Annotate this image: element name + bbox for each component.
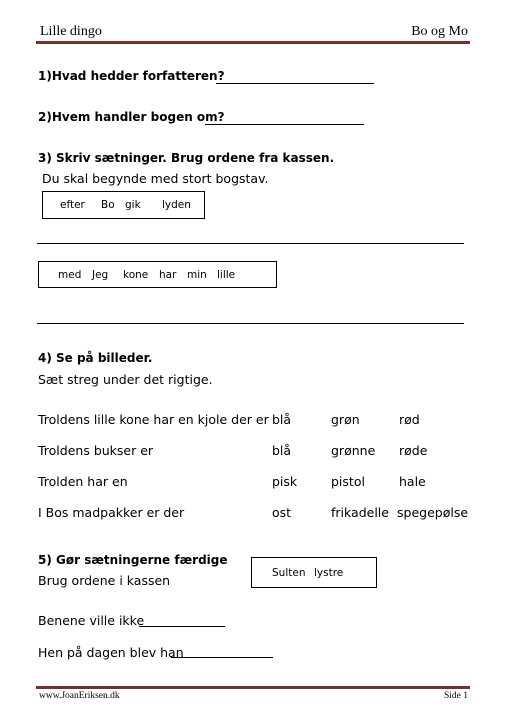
row-4-option[interactable]: ost <box>272 505 292 520</box>
row-2-option[interactable]: grønne <box>331 443 376 458</box>
sentence-2-answer-line[interactable] <box>171 657 273 658</box>
question-4-heading: 4) Se på billeder. <box>38 351 153 365</box>
word-box-1-word: efter <box>60 199 85 211</box>
question-5-heading: 5) Gør sætningerne færdige <box>38 553 228 567</box>
row-4-option[interactable]: frikadelle <box>331 505 389 520</box>
row-4-option[interactable]: spegepølse <box>397 505 469 520</box>
row-2-option[interactable]: røde <box>399 443 428 458</box>
word-box-1-word: gik <box>125 199 141 211</box>
word-box-3 <box>251 557 377 588</box>
footer-website: www.JoanEriksen.dk <box>39 691 120 701</box>
sentence-1: Benene ville ikke <box>38 613 145 628</box>
question-3-instruction: Du skal begynde med stort bogstav. <box>42 171 269 186</box>
word-box-2-word: Jeg <box>92 268 109 281</box>
row-1-option[interactable]: rød <box>399 412 420 427</box>
word-box-3-word: lystre <box>314 566 344 579</box>
word-box-2-word: med <box>58 268 82 281</box>
row-1-option[interactable]: blå <box>272 412 292 427</box>
word-box-2-word: min <box>187 268 207 281</box>
row-4-prompt: I Bos madpakker er der <box>38 505 185 520</box>
question-5-instruction: Brug ordene i kassen <box>38 573 171 588</box>
word-box-1 <box>42 191 205 219</box>
question-3-heading: 3) Skriv sætninger. Brug ordene fra kassen. <box>38 151 335 165</box>
header-title-left: Lille dingo <box>40 24 102 39</box>
answer-line-2[interactable] <box>205 124 364 125</box>
writing-line-2[interactable] <box>37 323 464 324</box>
word-box-2-word: lille <box>217 268 236 281</box>
footer-rule <box>36 686 470 689</box>
row-3-option[interactable]: pistol <box>331 474 365 489</box>
question-2: 2)Hvem handler bogen om? <box>38 110 225 124</box>
question-4-instruction: Sæt streg under det rigtige. <box>38 372 213 387</box>
row-1-prompt: Troldens lille kone har en kjole der er <box>38 412 269 427</box>
header-rule <box>36 41 470 44</box>
row-2-option[interactable]: blå <box>272 443 292 458</box>
word-box-2 <box>38 261 277 288</box>
row-2-prompt: Troldens bukser er <box>38 443 154 458</box>
sentence-1-answer-line[interactable] <box>139 626 225 627</box>
answer-line-1[interactable] <box>216 83 374 84</box>
row-3-prompt: Trolden har en <box>38 474 128 489</box>
word-box-2-word: kone <box>123 268 149 281</box>
word-box-3-word: Sulten <box>272 566 306 579</box>
row-1-option[interactable]: grøn <box>331 412 360 427</box>
word-box-1-word: lyden <box>162 199 191 211</box>
footer-page-number: Side 1 <box>443 691 468 701</box>
header-title-right: Bo og Mo <box>411 24 468 39</box>
row-3-option[interactable]: hale <box>399 474 426 489</box>
word-box-2-word: har <box>159 268 177 281</box>
writing-line-1[interactable] <box>37 243 464 244</box>
question-1: 1)Hvad hedder forfatteren? <box>38 69 225 83</box>
sentence-2: Hen på dagen blev han <box>38 645 184 660</box>
word-box-1-word: Bo <box>101 199 115 211</box>
row-3-option[interactable]: pisk <box>272 474 298 489</box>
